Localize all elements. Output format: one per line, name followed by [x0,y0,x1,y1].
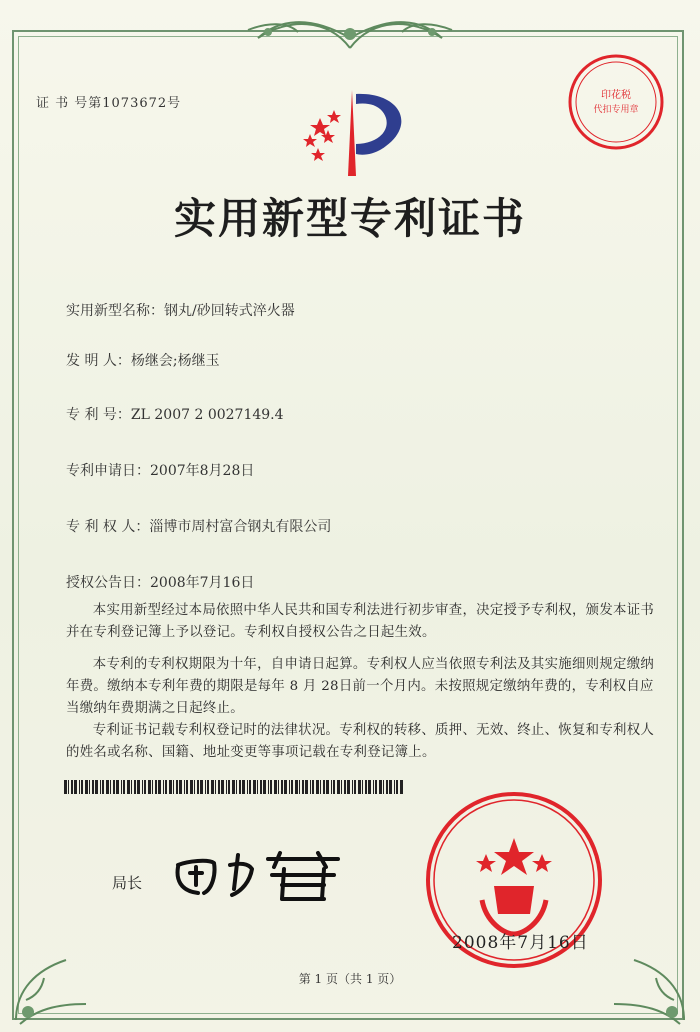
field-label: 专 利 号： [66,407,131,423]
director-signature [168,845,348,905]
field-inventors [66,350,220,370]
tax-stamp-seal [566,52,666,152]
page-number: 第 1 页（共 1 页） [298,972,402,986]
field-value: 杨继会;杨继玉 [130,353,220,369]
field-label: 授权公告日： [66,575,150,591]
svg-text:印花税: 印花税 [601,90,631,101]
field-label: 实用新型名称： [66,303,164,319]
svg-text:代扣专用章: 代扣专用章 [593,105,639,115]
director-label: 局长 [112,874,143,892]
top-ornament [228,8,472,56]
field-value: 2007年8月28日 [150,463,255,479]
body-paragraph-1: 本实用新型经过本局依照中华人民共和国专利法进行初步审查，决定授予专利权，颁发本证书并在专利登记簿上予以登记。专利权自授权公告之日起生效。 [66,603,655,640]
body-paragraph-3: 专利证书记载专利权登记时的法律状况。专利权的转移、质押、无效、终止、恢复和专利权人的姓名或名称、国籍、地址变更等事项记载在专利登记簿上。 [66,723,655,760]
field-label: 专 利 权 人： [66,519,150,535]
field-value: 淄博市周村富合钢丸有限公司 [149,519,332,535]
barcode [64,780,404,794]
field-value: ZL 2007 2 0027149.4 [130,407,284,423]
field-label: 专利申请日： [66,463,150,479]
field-value: 2008年7月16日 [150,575,255,591]
body-paragraph-2: 本专利的专利权期限为十年，自申请日起算。专利权人应当依照专利法及其实施细则规定缴纳年费。缴纳本专利年费的期限是每年 8 月 28日前一个月内。未按照规定缴纳年费的，专利权自应当缴纳年费期满之日起终止。 [66,657,655,716]
patent-office-logo [290,84,420,184]
field-label: 发 明 人： [66,353,131,369]
field-utility-model-name [66,300,295,320]
field-application-date [66,460,254,480]
field-grant-date [66,572,254,592]
certificate-number: 证 书 号第1073672号 [36,96,182,111]
field-value: 钢丸/砂回转式淬火器 [164,303,295,319]
certificate-title: 实用新型专利证书 [173,194,526,243]
field-patent-number [66,404,284,424]
issue-date: 2008年7月16日 [452,933,589,953]
field-patentee [66,516,331,536]
